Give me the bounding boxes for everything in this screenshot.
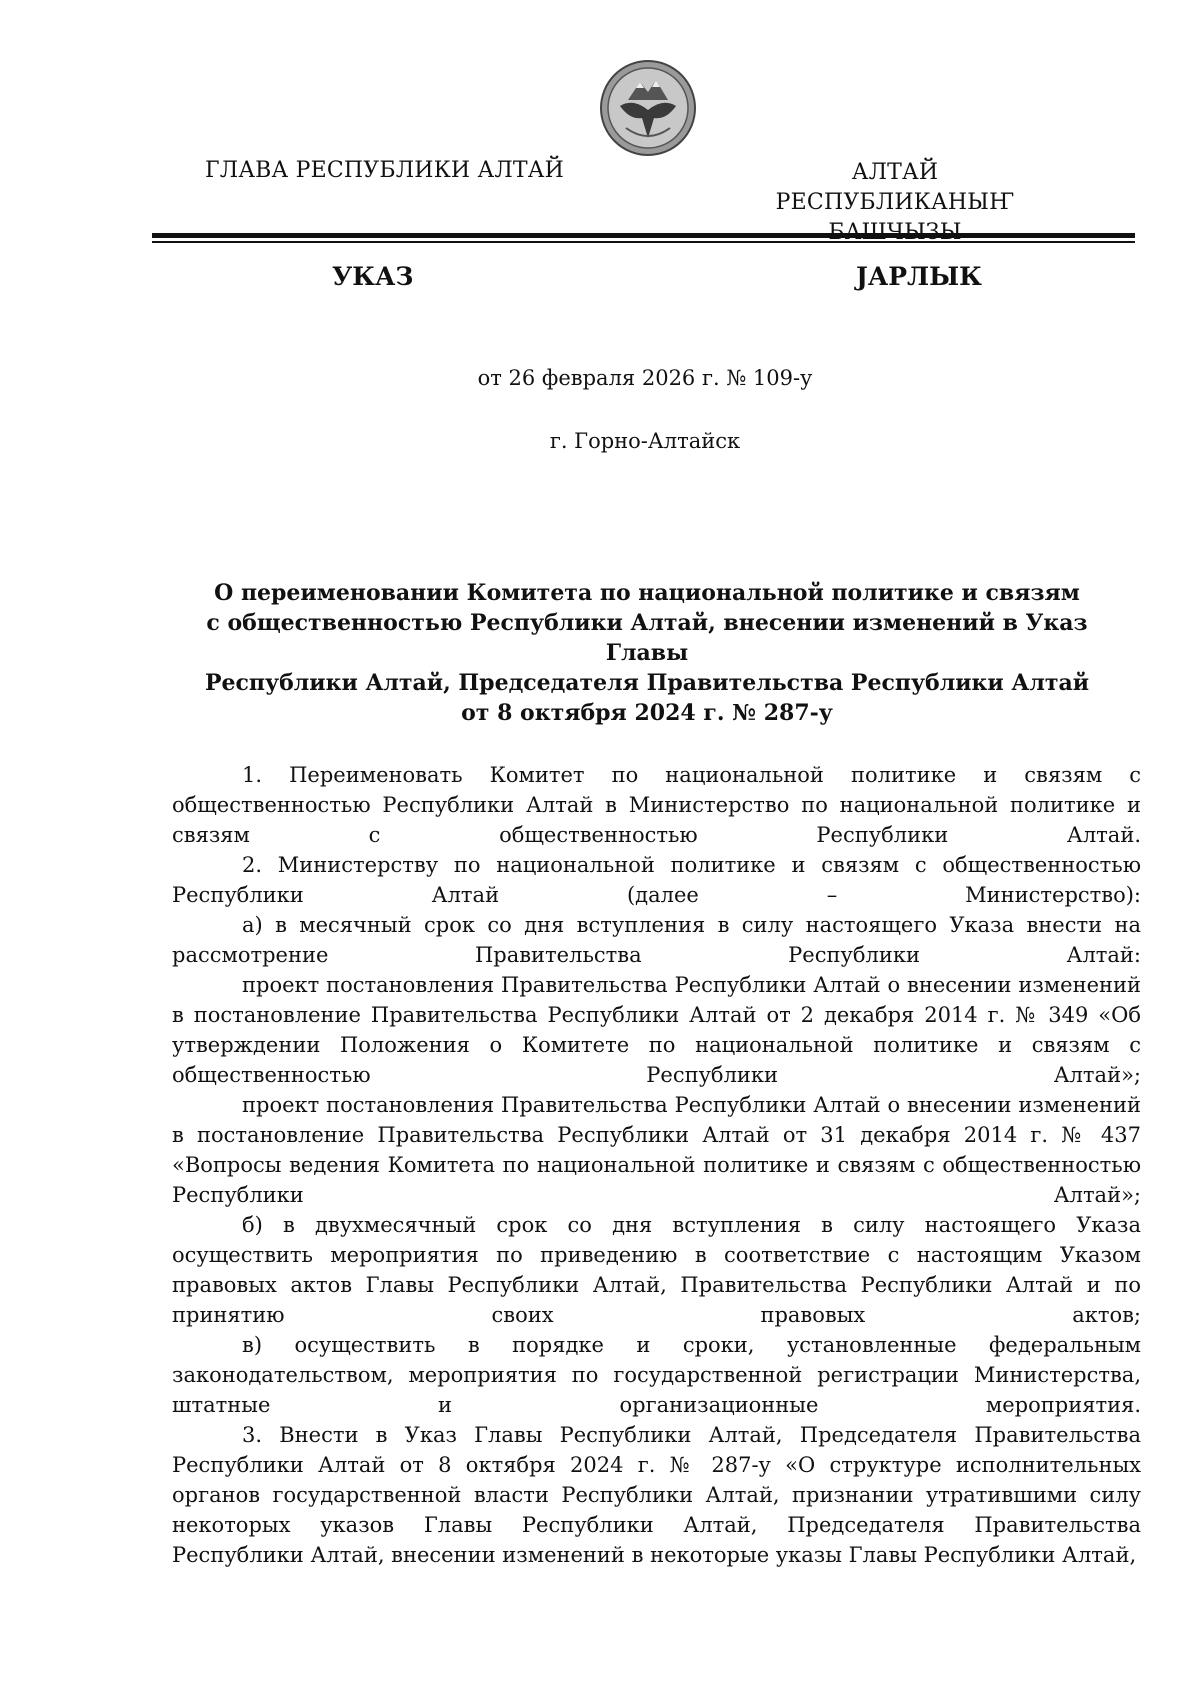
body-paragraph: проект постановления Правительства Республики Алтай о внесении изменений в постановление Правительства Республики Алтай от 31 декабря 2014 г. № 437 «Вопросы ведения Комитета по национальной политике и связям с общественностью Республики Алтай»; <box>172 1093 1141 1207</box>
issuer-title-ru: ГЛАВА РЕСПУБЛИКИ АЛТАЙ <box>205 158 565 183</box>
body-paragraph: 3. Внести в Указ Главы Республики Алтай, Председателя Правительства Республики Алтай от 8 октября 2024 г. № 287-у «О структуре исполнительных органов государственной власти Республики Алтай, признании утратившими силу некоторых указов Главы Республики Алтай, Председателя Правительства Республики Алтай, внесении изменений в некоторые указы Главы Республики Алтай, <box>172 1423 1141 1567</box>
decree-title-line: Республики Алтай, Председателя Правительства Республики Алтай <box>204 670 1090 696</box>
decree-label-ru: УКАЗ <box>332 262 414 291</box>
decree-title-line: О переименовании Комитета по национальной политике и связям <box>214 580 1080 606</box>
body-paragraph: 2. Министерству по национальной политике и связям с общественностью Республики Алтай (далее – Министерство): <box>172 853 1141 907</box>
decree-label-altai: ЈАРЛЫК <box>856 262 982 291</box>
header-rule-thick <box>152 233 1135 238</box>
body-paragraph: б) в двухмесячный срок со дня вступления в силу настоящего Указа осуществить мероприятия по приведению в соответствие с настоящим Указом правовых актов Главы Республики Алтай, Правительства Республики Алтай и по принятию своих правовых актов; <box>172 1213 1141 1327</box>
decree-body <box>172 760 1141 1570</box>
decree-title-line: с общественностью Республики Алтай, внесении изменений в Указ Главы <box>206 610 1088 666</box>
decree-title-line: от 8 октября 2024 г. № 287-у <box>461 700 833 726</box>
issuer-title-altai-line1: АЛТАЙ РЕСПУБЛИКАНЫҤ <box>775 160 1015 215</box>
decree-date-number: от 26 февраля 2026 г. № 109-у <box>477 366 813 390</box>
body-paragraph: в) осуществить в порядке и сроки, установленные федеральным законодательством, мероприятия по государственной регистрации Министерства, штатные и организационные мероприятия. <box>172 1333 1141 1417</box>
body-paragraph: 1. Переименовать Комитет по национальной политике и связям с общественностью Республики Алтай в Министерство по национальной политике и связям с общественностью Республики Алтай. <box>172 763 1141 847</box>
body-paragraph: проект постановления Правительства Республики Алтай о внесении изменений в постановление Правительства Республики Алтай от 2 декабря 2014 г. № 349 «Об утверждении Положения о Комитете по национальной политике и связям с общественностью Республики Алтай»; <box>172 973 1141 1087</box>
body-paragraph: а) в месячный срок со дня вступления в силу настоящего Указа внести на рассмотрение Правительства Республики Алтай: <box>172 913 1141 967</box>
coat-of-arms-icon <box>598 58 698 158</box>
decree-title <box>172 578 1122 728</box>
decree-city: г. Горно-Алтайск <box>549 429 741 453</box>
header-rule-thin <box>152 241 1135 243</box>
